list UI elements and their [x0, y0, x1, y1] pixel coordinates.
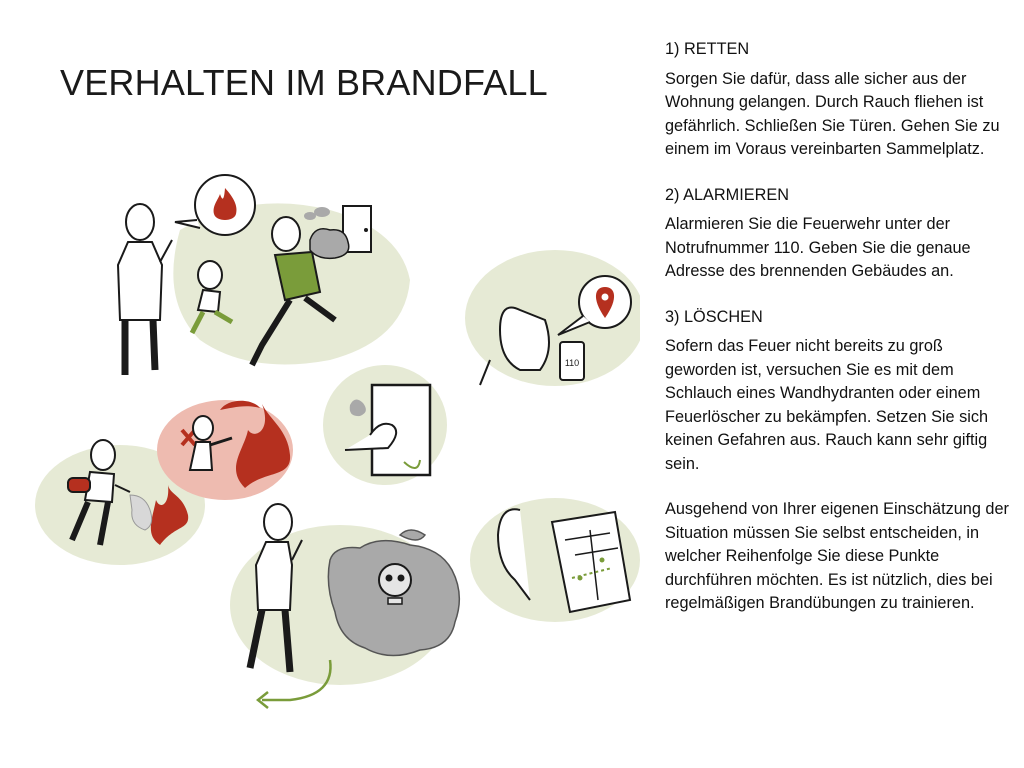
alarm-scene [465, 250, 640, 386]
section-loeschen [665, 306, 1010, 477]
page-title: VERHALTEN IM BRANDFALL [60, 62, 548, 103]
mobile-phone [560, 342, 584, 380]
section-retten [665, 38, 1010, 162]
closing-paragraph: Ausgehend von Ihrer eigenen Einschätzung der Situation müssen Sie selbst entscheiden, in welcher Reihenfolge Sie diese Punkte durchführen möchten. Es ist nützlich, dies bei regelmäßigen Brandübungen zu trainieren. [665, 500, 1009, 612]
escape-scene [118, 175, 410, 375]
toxic-smoke-cloud [328, 530, 459, 656]
section-body: Alarmieren Sie die Feuerwehr unter der Notrufnummer 110. Geben Sie die genaue Adresse des brennenden Gebäudes an. [665, 215, 971, 280]
section-heading: 2) ALARMIEREN [665, 185, 789, 204]
extinguish-scene [35, 400, 293, 565]
section-body: Sorgen Sie dafür, dass alle sicher aus der Wohnung gelangen. Durch Rauch fliehen ist gefährlich. Schließen Sie Türen. Gehen Sie zu einem im Voraus vereinbarten Sammelplatz. [665, 69, 1000, 158]
close-door-scene [323, 365, 447, 485]
fire-extinguisher [68, 478, 90, 492]
escape-plan-scene [470, 498, 640, 622]
section-heading: 3) LÖSCHEN [665, 307, 763, 326]
section-alarmieren [665, 184, 1010, 284]
illustration-group [0, 150, 640, 768]
instructions-column [665, 38, 1010, 616]
smoke-cloud [310, 229, 349, 259]
phone-number-label: 110 [564, 358, 580, 368]
fire-speech-bubble [175, 175, 255, 235]
section-heading: 1) RETTEN [665, 40, 750, 58]
section-body: Sofern das Feuer nicht bereits zu groß geworden ist, versuchen Sie es mit dem Schlauch eines Wandhydranten oder einem Feuerlöscher zu bekämpfen. Setzen Sie sich keinen Gefahren aus. Rauch kann sehr giftig sein. [665, 337, 989, 473]
shouting-man [118, 204, 172, 375]
toxic-smoke-scene [230, 504, 459, 708]
